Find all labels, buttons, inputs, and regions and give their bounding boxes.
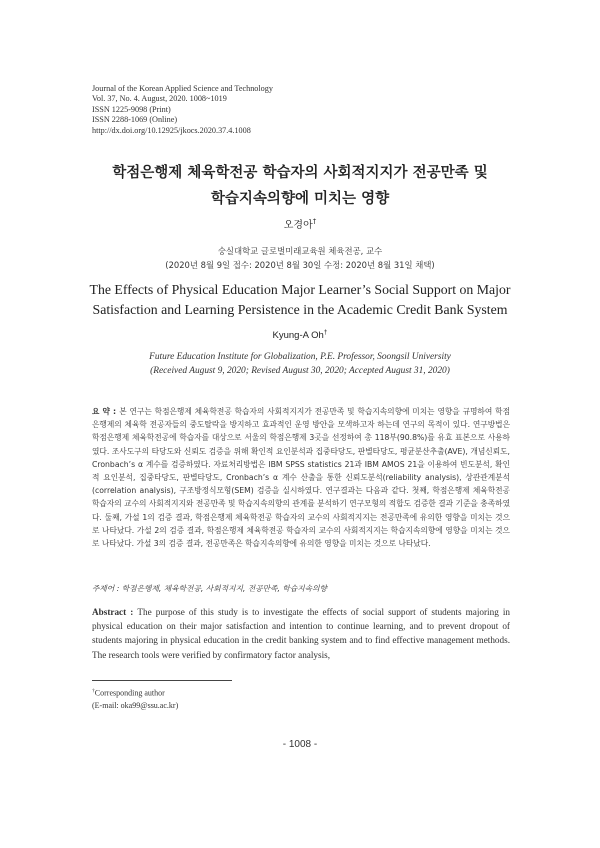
footnote-email: (E-mail: oka99@ssu.ac.kr) (92, 700, 179, 710)
journal-volume: Vol. 37, No. 4. August, 2020. 1008~1019 (92, 94, 227, 104)
footnote-mark: † (92, 688, 95, 694)
korean-author-name: 오경아 (283, 220, 313, 231)
korean-affiliation (0, 244, 600, 272)
footnote-divider (92, 680, 232, 681)
korean-title-line2: 학습지속의향에 미치는 영향 (210, 191, 390, 207)
journal-name: Journal of the Korean Applied Science and Technology (92, 84, 273, 93)
korean-author (0, 216, 600, 231)
journal-header (92, 84, 273, 136)
korean-abstract-text: 본 연구는 학점은행제 체육학전공 학습자의 사회적지지가 전공만족 및 학습지속의향에 미치는 영향을 규명하여 학점은행제의 체육학 전공자들의 중도탈락을 방지하고 효과적인 운영 방안을 모색하고자 하는데 연구의 목적이 있다. 연구방법은 학점은행제 체육학전공에 학습자를 대상으로 서울의 학점은행제 3곳을 선정하여 총 118부(90.8%)를 유효 표본으로 사용하였다. 조사도구의 타당도와 신뢰도 검증을 위해 확인적 요인분석과 집중타당도, 판별타당도, 평균분산추출(AVE), 개념신뢰도, Cronbach’s α 계수를 검증하였다. 자료처리방법은 IBM SPSS statistics 21과 IBM AMOS 21을 이용하여 빈도분석, 확인적 요인분석, 집중타당도, 판별타당도, Cronbach’s α 계수 산출을 통한 신뢰도분석(reliability analysis), 상관관계분석(correlation analysis), 구조방정식모형(SEM) 검증을 실시하였다. 연구결과는 다음과 같다. 첫째, 학점은행제 체육학전공 학습자의 교수의 사회적지지와 전공만족 및 학습지속의향의 관계를 분석하기 연구모형의 적합도 검증한 결과 기준을 충족하였다. 둘째, 가설 1의 검증 결과, 학점은행제 체육학전공 학습자의 교수의 사회적지지는 전공만족에 유의한 영향을 미치는 것으로 나타났다. 가설 2의 검증 결과, 학점은행제 체육학전공 학습자의 교수의 사회적지지는 학습지속의향에 영향을 미치는 것으로 나타났다. 가설 3의 검증 결과, 전공만족은 학습지속의향에 유의한 영향을 미치는 것으로 나타났다. (92, 407, 510, 549)
english-title (60, 280, 540, 320)
english-abstract-text: The purpose of this study is to investigate the effects of social support of students majoring in physical education on their major satisfaction and intention to continue learning, and to prevent dropout of students majoring in physical education in the credit banking system and to find effective management methods. The research tools were verified by confirmatory factor analysis, (92, 607, 510, 660)
english-title-line2: Satisfaction and Learning Persistence in the Academic Credit Bank System (92, 302, 508, 317)
korean-affiliation-line1: 숭실대학교 글로벌미래교육원 체육전공, 교수 (217, 246, 383, 256)
english-author-name: Kyung-A Oh (272, 330, 324, 342)
korean-keywords: 주제어 : 학점은행제, 체육학전공, 사회적지지, 전공만족, 학습지속의향 (92, 584, 327, 593)
journal-issn-print: ISSN 1225-9098 (Print) (92, 104, 171, 114)
korean-title-line1: 학점은행제 체육학전공 학습자의 사회적지지가 전공만족 및 (112, 165, 488, 181)
english-title-line1: The Effects of Physical Education Major Learner’s Social Support on Major (89, 282, 511, 297)
english-author-mark: † (323, 329, 328, 336)
journal-doi: http://dx.doi.org/10.12925/jkocs.2020.37.4.1008 (92, 125, 251, 135)
english-affiliation-line1: Future Education Institute for Globalization, P.E. Professor, Soongsil University (149, 352, 451, 362)
korean-dates: (2020년 8월 9일 접수: 2020년 8월 30일 수정: 2020년 8월 31일 채택) (165, 260, 435, 270)
english-affiliation (0, 350, 600, 378)
english-author (0, 329, 600, 341)
korean-title (60, 160, 540, 212)
footnote-corresponding: Corresponding author (94, 688, 165, 698)
page-number: - 1008 - (282, 739, 318, 750)
journal-issn-online: ISSN 2288-1069 (Online) (92, 115, 178, 125)
korean-abstract-label: 요 약 : (92, 407, 120, 416)
english-dates: (Received August 9, 2020; Revised August 30, 2020; Accepted August 31, 2020) (150, 366, 450, 376)
english-abstract-label: Abstract : (92, 607, 138, 617)
korean-abstract (92, 405, 510, 550)
english-abstract (92, 605, 510, 662)
korean-author-mark: † (312, 217, 317, 226)
footnote (92, 685, 178, 712)
